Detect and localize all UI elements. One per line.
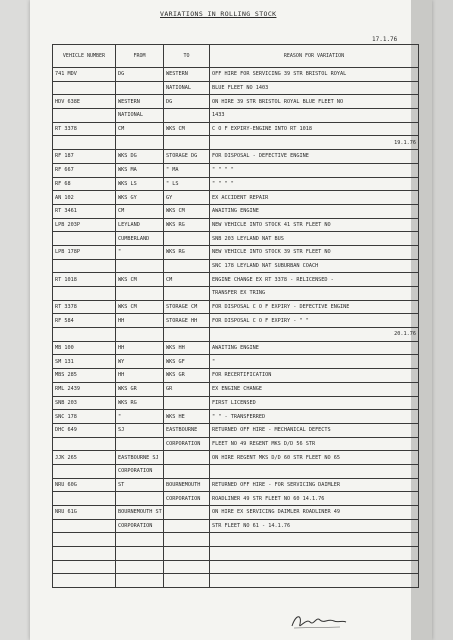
cell-to: GY <box>164 191 210 205</box>
cell-from: HH <box>116 369 164 383</box>
cell-from: HH <box>116 341 164 355</box>
cell-reason <box>210 464 419 478</box>
table-row <box>53 506 419 520</box>
cell-from <box>116 547 164 561</box>
cell-reason: 1433 <box>210 109 419 123</box>
cell-from <box>116 259 164 273</box>
table-row <box>53 163 419 177</box>
cell-from <box>116 560 164 574</box>
cell-reason: NEW VEHICLE INTO STOCK 41 STR FLEET NO <box>210 218 419 232</box>
cell-to: WKS HH <box>164 341 210 355</box>
cell-from: HH <box>116 314 164 328</box>
cell-reason <box>210 574 419 588</box>
table-row <box>53 533 419 547</box>
cell-reason: 19.1.76 <box>210 136 419 150</box>
cell-reason: " " " " <box>210 177 419 191</box>
table-row <box>53 204 419 218</box>
cell-reason: BLUE FLEET NO 1403 <box>210 81 419 95</box>
cell-to <box>164 136 210 150</box>
cell-to: WKS RG <box>164 245 210 259</box>
cell-reason: EX ACCIDENT REPAIR <box>210 191 419 205</box>
cell-vehicle-number: RT 3378 <box>53 300 116 314</box>
table-row <box>53 81 419 95</box>
cell-vehicle-number <box>53 519 116 533</box>
cell-from <box>116 437 164 451</box>
table-row <box>53 478 419 492</box>
table-row <box>53 109 419 123</box>
cell-vehicle-number: RT 3461 <box>53 204 116 218</box>
cell-reason: AWAITING ENGINE <box>210 204 419 218</box>
cell-from: EASTBOURNE SJ <box>116 451 164 465</box>
table-row <box>53 464 419 478</box>
cell-from: WESTERN <box>116 95 164 109</box>
table-row <box>53 191 419 205</box>
cell-reason: NEW VEHICLE INTO STOCK 39 STR FLEET NO <box>210 245 419 259</box>
cell-from <box>116 136 164 150</box>
cell-to <box>164 328 210 342</box>
cell-vehicle-number <box>53 287 116 301</box>
cell-to <box>164 560 210 574</box>
cell-vehicle-number: AN 102 <box>53 191 116 205</box>
table-row <box>53 423 419 437</box>
cell-reason: " <box>210 355 419 369</box>
cell-from <box>116 81 164 95</box>
cell-vehicle-number: HDV 638E <box>53 95 116 109</box>
cell-to: BOURNEMOUTH <box>164 478 210 492</box>
cell-from: CM <box>116 122 164 136</box>
cell-reason: STR FLEET NO 61 - 14.1.76 <box>210 519 419 533</box>
table-row <box>53 341 419 355</box>
table-header-row <box>53 45 419 68</box>
cell-to: GR <box>164 382 210 396</box>
cell-vehicle-number <box>53 232 116 246</box>
cell-vehicle-number: SNB 203 <box>53 396 116 410</box>
cell-to <box>164 232 210 246</box>
cell-to <box>164 287 210 301</box>
table-row <box>53 218 419 232</box>
cell-reason: AWAITING ENGINE <box>210 341 419 355</box>
cell-from: WKS DG <box>116 150 164 164</box>
cell-reason: TRANSFER EX TRING <box>210 287 419 301</box>
cell-from: WKS GR <box>116 382 164 396</box>
cell-vehicle-number <box>53 437 116 451</box>
cell-from: WKS LS <box>116 177 164 191</box>
cell-to <box>164 259 210 273</box>
cell-to <box>164 574 210 588</box>
cell-reason: " " - TRANSFERRED <box>210 410 419 424</box>
cell-reason: SNB 203 LEYLAND NAT BUS <box>210 232 419 246</box>
cell-from <box>116 533 164 547</box>
table-row <box>53 437 419 451</box>
cell-to <box>164 109 210 123</box>
table-row <box>53 355 419 369</box>
cell-vehicle-number <box>53 136 116 150</box>
document-title: VARIATIONS IN ROLLING STOCK <box>160 10 277 18</box>
cell-to: CORPORATION <box>164 437 210 451</box>
cell-vehicle-number <box>53 328 116 342</box>
cell-reason: FIRST LICENSED <box>210 396 419 410</box>
table-row <box>53 410 419 424</box>
table-body <box>53 68 419 588</box>
cell-to: WKS GF <box>164 355 210 369</box>
cell-vehicle-number: RF 187 <box>53 150 116 164</box>
cell-from: WY <box>116 355 164 369</box>
cell-from: WKS RG <box>116 396 164 410</box>
cell-vehicle-number <box>53 547 116 561</box>
cell-reason: FOR DISPOSAL - DEFECTIVE ENGINE <box>210 150 419 164</box>
cell-from: " <box>116 410 164 424</box>
table-row <box>53 396 419 410</box>
cell-to: CORPORATION <box>164 492 210 506</box>
table-row <box>53 492 419 506</box>
cell-reason: FLEET NO 49 REGENT MKS D/D 56 STR <box>210 437 419 451</box>
cell-reason: FOR DISPOSAL C O F EXPIRY - DEFECTIVE ENGINE <box>210 300 419 314</box>
document-date: 17.1.76 <box>372 36 398 43</box>
cell-to <box>164 396 210 410</box>
table-row <box>53 273 419 287</box>
cell-to: STORAGE DG <box>164 150 210 164</box>
cell-to: WKS RG <box>164 218 210 232</box>
cell-from: NATIONAL <box>116 109 164 123</box>
cell-to: DG <box>164 95 210 109</box>
cell-reason <box>210 560 419 574</box>
cell-to <box>164 547 210 561</box>
cell-from: SJ <box>116 423 164 437</box>
table-row <box>53 287 419 301</box>
cell-vehicle-number: NRU 61G <box>53 506 116 520</box>
cell-vehicle-number <box>53 259 116 273</box>
cell-to: " LS <box>164 177 210 191</box>
cell-from: WKS CM <box>116 273 164 287</box>
table-row <box>53 95 419 109</box>
table-row <box>53 451 419 465</box>
cell-vehicle-number: SNC 178 <box>53 410 116 424</box>
cell-vehicle-number <box>53 533 116 547</box>
cell-from: BOURNEMOUTH ST <box>116 506 164 520</box>
cell-to: WKS GR <box>164 369 210 383</box>
cell-to <box>164 533 210 547</box>
cell-vehicle-number: RF 667 <box>53 163 116 177</box>
table-row <box>53 300 419 314</box>
cell-reason: RETURNED OFF HIRE - FOR SERVICING DAIMLER <box>210 478 419 492</box>
cell-vehicle-number: LPB 178P <box>53 245 116 259</box>
table-row <box>53 177 419 191</box>
cell-vehicle-number: RT 3378 <box>53 122 116 136</box>
cell-vehicle-number <box>53 464 116 478</box>
cell-reason: EX ENGINE CHANGE <box>210 382 419 396</box>
rolling-stock-table <box>52 44 419 588</box>
cell-to <box>164 464 210 478</box>
cell-from: CORPORATION <box>116 519 164 533</box>
cell-from: ST <box>116 478 164 492</box>
cell-vehicle-number <box>53 492 116 506</box>
cell-vehicle-number <box>53 560 116 574</box>
table-row <box>53 382 419 396</box>
cell-reason: OFF HIRE FOR SERVICING 39 STR BRISTOL ROYAL <box>210 68 419 82</box>
cell-vehicle-number <box>53 574 116 588</box>
scan-margin-left <box>0 0 30 640</box>
cell-to: NATIONAL <box>164 81 210 95</box>
cell-vehicle-number: SM 131 <box>53 355 116 369</box>
cell-reason: SNC 178 LEYLAND NAT SUBURBAN COACH <box>210 259 419 273</box>
table-row <box>53 245 419 259</box>
cell-from <box>116 574 164 588</box>
cell-vehicle-number: RML 2439 <box>53 382 116 396</box>
cell-vehicle-number: MB 100 <box>53 341 116 355</box>
header-vehicle-number: VEHICLE NUMBER <box>53 45 116 68</box>
cell-reason: ON HIRE EX SERVICING DAIMLER ROADLINER 49 <box>210 506 419 520</box>
table-row <box>53 122 419 136</box>
cell-from <box>116 492 164 506</box>
cell-vehicle-number: RF 68 <box>53 177 116 191</box>
header-to: TO <box>164 45 210 68</box>
cell-reason: ROADLINER 49 STR FLEET NO 60 14.1.76 <box>210 492 419 506</box>
cell-from: WKS GY <box>116 191 164 205</box>
table-row <box>53 232 419 246</box>
cell-to <box>164 506 210 520</box>
cell-vehicle-number: RF 584 <box>53 314 116 328</box>
signature <box>288 610 348 634</box>
cell-from: " <box>116 245 164 259</box>
cell-reason: RETURNED OFF HIRE - MECHANICAL DEFECTS <box>210 423 419 437</box>
cell-to: EASTBOURNE <box>164 423 210 437</box>
cell-from <box>116 287 164 301</box>
cell-to <box>164 519 210 533</box>
cell-from: LEYLAND <box>116 218 164 232</box>
table-row <box>53 136 419 150</box>
cell-from <box>116 328 164 342</box>
cell-to: WKS HE <box>164 410 210 424</box>
cell-from: CM <box>116 204 164 218</box>
cell-reason <box>210 533 419 547</box>
table-row <box>53 314 419 328</box>
cell-from: WKS MA <box>116 163 164 177</box>
cell-reason: FOR RECERTIFICATION <box>210 369 419 383</box>
cell-vehicle-number <box>53 81 116 95</box>
table-row <box>53 68 419 82</box>
cell-reason: 20.1.76 <box>210 328 419 342</box>
cell-reason: C O F EXPIRY-ENGINE INTO RT 1018 <box>210 122 419 136</box>
cell-reason: ON HIRE REGENT MKS D/D 60 STR FLEET NO 65 <box>210 451 419 465</box>
header-from: FROM <box>116 45 164 68</box>
cell-from: DG <box>116 68 164 82</box>
cell-reason <box>210 547 419 561</box>
cell-reason: ON HIRE 39 STR BRISTOL ROYAL BLUE FLEET NO <box>210 95 419 109</box>
cell-to <box>164 451 210 465</box>
cell-vehicle-number: LPB 203P <box>53 218 116 232</box>
cell-to: WKS CM <box>164 204 210 218</box>
cell-to: WESTERN <box>164 68 210 82</box>
cell-reason: FOR DISPOSAL C O F EXPIRY - " " <box>210 314 419 328</box>
cell-reason: " " " " <box>210 163 419 177</box>
cell-vehicle-number: 741 MDV <box>53 68 116 82</box>
cell-vehicle-number: NRU 60G <box>53 478 116 492</box>
header-reason: REASON FOR VARIATION <box>210 45 419 68</box>
table-row <box>53 369 419 383</box>
cell-from: CORPORATION <box>116 464 164 478</box>
table-row <box>53 519 419 533</box>
cell-to: STORAGE CM <box>164 300 210 314</box>
cell-to: WKS CM <box>164 122 210 136</box>
cell-vehicle-number: RT 1018 <box>53 273 116 287</box>
cell-to: STORAGE HH <box>164 314 210 328</box>
cell-to: " MA <box>164 163 210 177</box>
cell-from: CUMBERLAND <box>116 232 164 246</box>
cell-vehicle-number: JJK 265 <box>53 451 116 465</box>
table-row <box>53 259 419 273</box>
cell-vehicle-number: MBS 285 <box>53 369 116 383</box>
cell-from: WKS CM <box>116 300 164 314</box>
cell-to: CM <box>164 273 210 287</box>
cell-reason: ENGINE CHANGE EX RT 3378 - RELICENSED - <box>210 273 419 287</box>
cell-vehicle-number <box>53 109 116 123</box>
table-row <box>53 150 419 164</box>
cell-vehicle-number: DHC 649 <box>53 423 116 437</box>
table-row <box>53 328 419 342</box>
table-row <box>53 547 419 561</box>
table-row <box>53 560 419 574</box>
table-row <box>53 574 419 588</box>
